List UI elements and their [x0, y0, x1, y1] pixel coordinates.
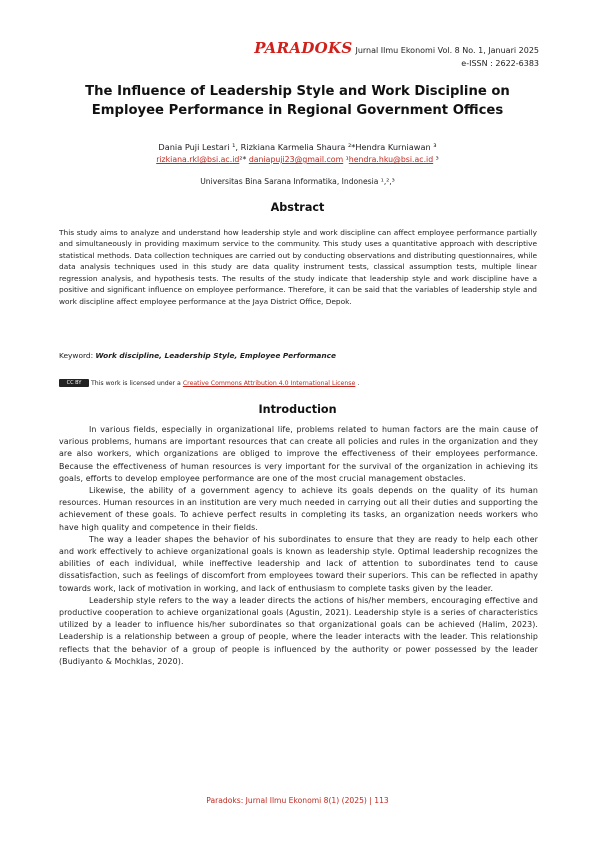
keywords-list: Work discipline, Leadership Style, Employee Performance	[95, 351, 337, 360]
license-link[interactable]: Creative Commons Attribution 4.0 International License	[182, 379, 356, 387]
license-suffix: .	[357, 379, 360, 387]
affiliation: Universitas Bina Sarana Informatika, Indonesia ¹,²,³	[200, 177, 395, 186]
author-list: Dania Puji Lestari ¹, Rizkiana Karmelia Shaura ²*Hendra Kurniawan ³	[158, 142, 437, 152]
email-link-2[interactable]: daniapuji23@gmail.com	[248, 155, 344, 164]
license-prefix: This work is licensed under a	[91, 379, 181, 387]
email-sup-1: ²*	[239, 155, 247, 164]
keywords-label: Keyword:	[59, 351, 94, 360]
journal-logo: PARADOKS	[254, 39, 353, 57]
issn: e-ISSN : 2622-6383	[461, 59, 539, 68]
license-line	[59, 379, 537, 387]
email-link-1[interactable]: rizkiana.rkl@bsi.ac.id	[156, 155, 240, 164]
paper-title	[50, 82, 545, 120]
email-link-3[interactable]: hendra.hku@bsi.ac.id	[348, 155, 434, 164]
author-emails	[50, 155, 545, 164]
journal-header	[254, 39, 539, 68]
title-line-1: The Influence of Leadership Style and Work Discipline on	[85, 84, 510, 99]
title-line-2: Employee Performance in Regional Government Offices	[91, 103, 504, 118]
page-footer: Paradoks: Jurnal Ilmu Ekonomi 8(1) (2025) | 113	[206, 796, 389, 805]
email-sup-3: ³	[435, 155, 439, 164]
journal-volume-info: Jurnal Ilmu Ekonomi Vol. 8 No. 1, Januari 2025	[355, 46, 539, 55]
email-sup-2: ¹	[345, 155, 349, 164]
paragraph: Likewise, the ability of a government agency to achieve its goals depends on the quality of its human resources. Human resources in an institution are very much needed in carrying out all their duties and supporting the achievement of these goals. To achieve perfect results in completing its tasks, an organization needs workers who have high quality and competence in their fields.	[59, 486, 538, 532]
introduction-heading: Introduction	[258, 403, 337, 416]
paragraph: In various fields, especially in organizational life, problems related to human factors are the main cause of various problems, humans are important resources that can create all policies and rules in the organization and they are also workers, which organizations are obliged to improve the effectiveness of their employees performance. Because the effectiveness of human resources is very important for the survival of the organization in achieving its goals, efforts to develop employee performance are one of the most crucial management obstacles.	[59, 425, 538, 483]
introduction-body	[59, 424, 538, 668]
abstract-text: This study aims to analyze and understand how leadership style and work discipline can affect employee performance partially and simultaneously in providing maximum service to the community. This study uses a quantitative approach with descriptive statistical methods. Data collection techniques are carried out by conducting observations and distributing questionnaires, while data analysis techniques used in this study are data quality instrument tests, classical assumption tests, multiple linear regression analysis, and hypothesis tests. The results of the study indicate that leadership style and work discipline have a positive and significant influence on employee performance. Therefore, it can be said that the variables of leadership style and work discipline affect employee performance at the Jaya District Office, Depok.	[59, 228, 537, 306]
keywords	[59, 351, 537, 360]
abstract-heading: Abstract	[270, 201, 325, 214]
paragraph: Leadership style refers to the way a leader directs the actions of his/her members, encouraging effective and productive cooperation to achieve organizational goals (Agustin, 2021). Leadership style is a series of characteristics utilized by a leader to influence his/her subordinates so that organizational goals can be achieved (Halim, 2023). Leadership is a relationship between a group of people, where the leader interacts with the leader. This relationship reflects that the behavior of a group of people is influenced by the authority or power possessed by the leader (Budiyanto & Mochklas, 2020).	[59, 595, 538, 666]
cc-license-icon: CC BY	[59, 379, 89, 387]
paragraph: The way a leader shapes the behavior of his subordinates to ensure that they are ready to help each other and work effectively to achieve organizational goals is known as leadership style. Optimal leadership recognizes the abilities of each individual, while ineffective leadership and lack of attention to subordinates tend to cause dissatisfaction, such as feelings of discomfort from employees toward their superiors. This can be reflected in apathy towards work, lack of motivation in working, and lack of enthusiasm to complete tasks given by the leader.	[59, 534, 538, 593]
